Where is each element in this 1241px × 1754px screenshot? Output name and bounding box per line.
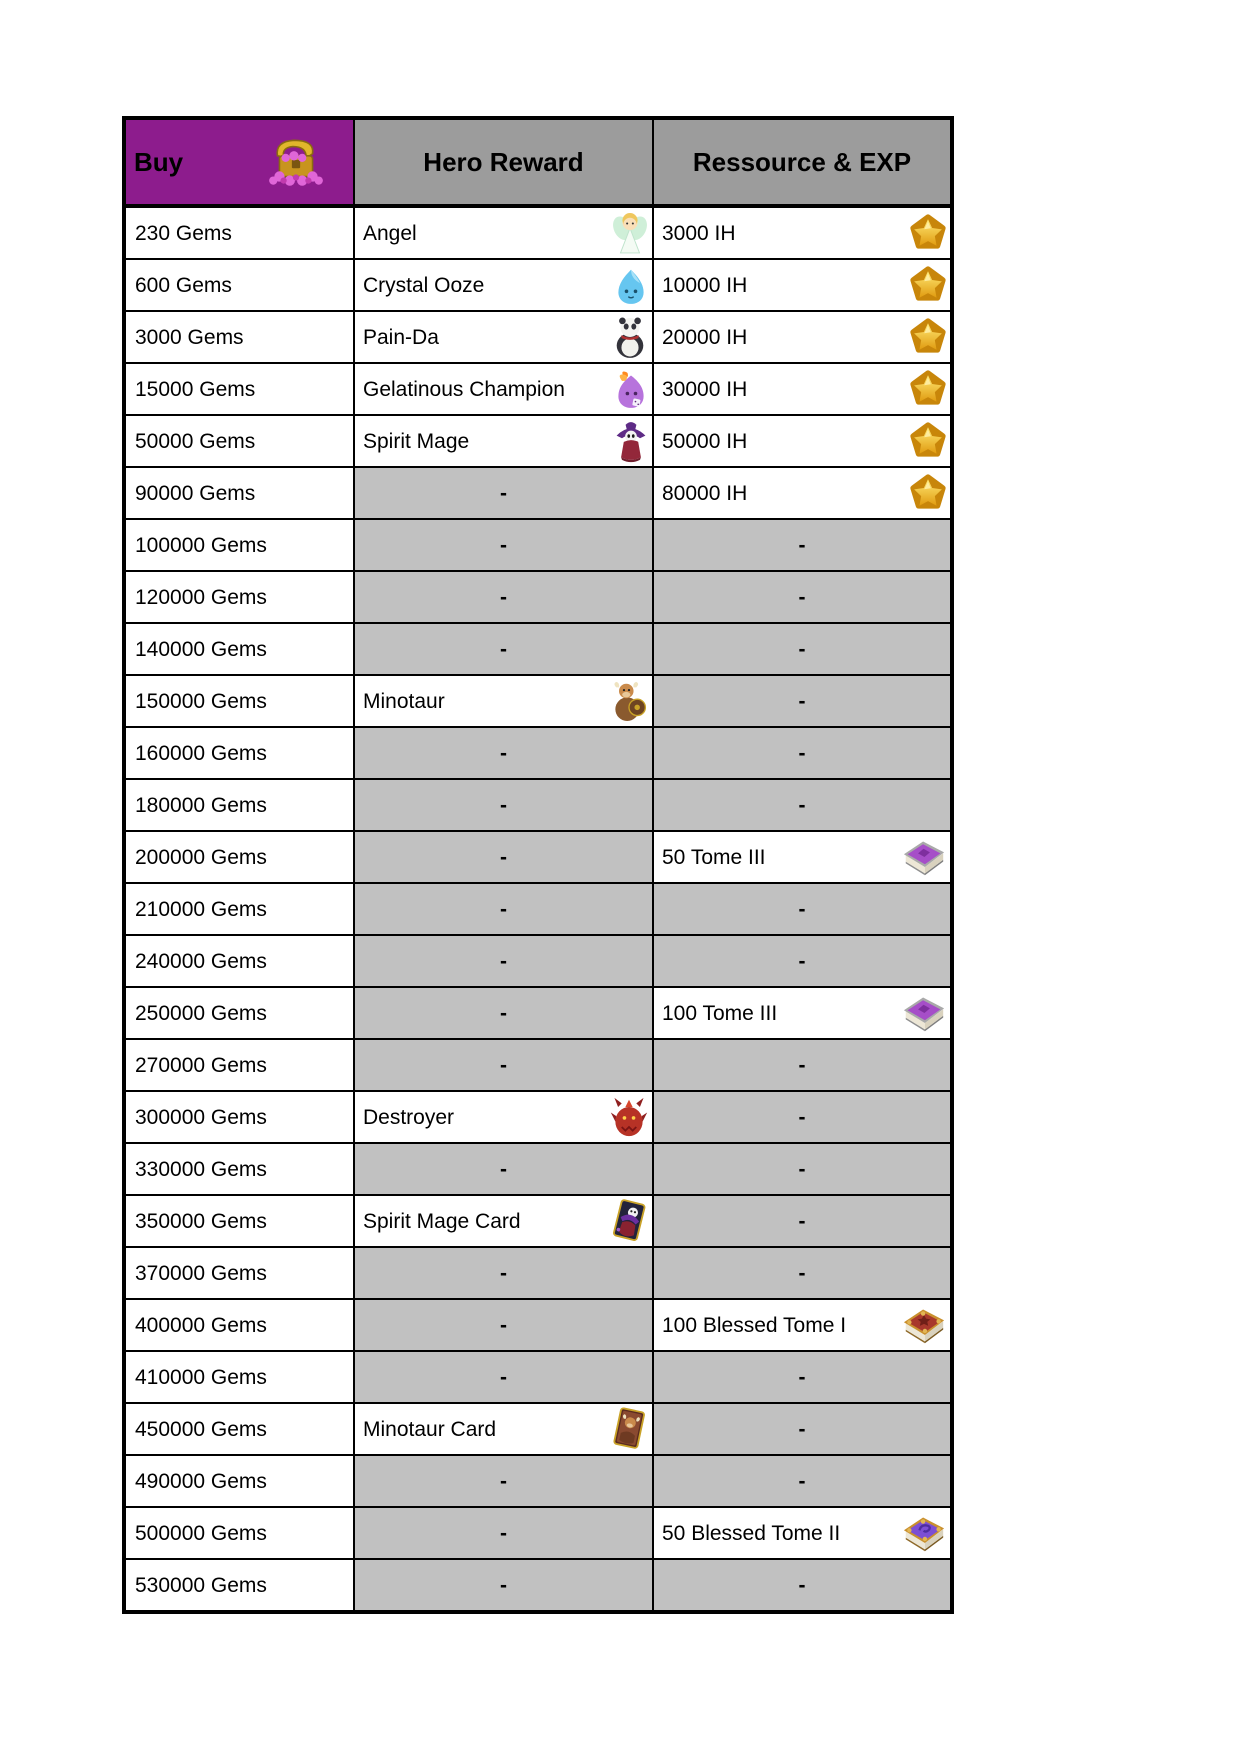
hero-reward-empty-cell: - <box>355 572 652 622</box>
resource-exp-label: 50 Blessed Tome II <box>662 1521 841 1545</box>
hero-reward-cell <box>355 260 652 310</box>
buy-cell <box>126 1248 353 1298</box>
spirit-mage-icon <box>613 419 649 463</box>
hero-reward-label: Minotaur Card <box>363 1417 497 1441</box>
buy-label: 210000 Gems <box>135 897 267 921</box>
hero-reward-cell <box>355 1196 652 1246</box>
buy-label: 90000 Gems <box>135 481 256 505</box>
buy-cell <box>126 624 353 674</box>
buy-label: 180000 Gems <box>135 793 267 817</box>
buy-label: 300000 Gems <box>135 1105 267 1129</box>
column-header-buy <box>126 120 353 206</box>
resource-exp-cell <box>654 832 950 882</box>
star-icon <box>909 266 947 304</box>
resource-exp-empty-cell: - <box>654 1092 950 1142</box>
hero-reward-label: Destroyer <box>363 1105 455 1129</box>
buy-cell <box>126 364 353 414</box>
resource-exp-cell <box>654 260 950 310</box>
buy-label: 400000 Gems <box>135 1313 267 1337</box>
pain-da-icon <box>611 315 649 359</box>
resource-exp-empty-cell: - <box>654 1248 950 1298</box>
buy-label: 490000 Gems <box>135 1469 267 1493</box>
resource-exp-empty-cell: - <box>654 1040 950 1090</box>
star-icon <box>909 422 947 460</box>
resource-exp-empty-cell: - <box>654 1196 950 1246</box>
destroyer-icon <box>609 1095 649 1139</box>
hero-reward-cell <box>355 1092 652 1142</box>
buy-cell <box>126 780 353 830</box>
hero-reward-empty-cell: - <box>355 1508 652 1558</box>
resource-exp-empty-cell: - <box>654 624 950 674</box>
resource-exp-cell <box>654 1300 950 1350</box>
hero-reward-label: Spirit Mage <box>363 429 470 453</box>
buy-label: 350000 Gems <box>135 1209 267 1233</box>
reward-table <box>122 116 954 1614</box>
hero-reward-label: Pain-Da <box>363 325 439 349</box>
buy-cell <box>126 260 353 310</box>
star-icon <box>909 474 947 512</box>
hero-reward-empty-cell: - <box>355 1248 652 1298</box>
hero-reward-cell <box>355 416 652 466</box>
column-header-ressource-exp <box>654 120 950 206</box>
resource-exp-empty-cell: - <box>654 780 950 830</box>
buy-label: 160000 Gems <box>135 741 267 765</box>
buy-label: 450000 Gems <box>135 1417 267 1441</box>
hero-reward-label: Crystal Ooze <box>363 273 485 297</box>
buy-label: 250000 Gems <box>135 1001 267 1025</box>
buy-label: 150000 Gems <box>135 689 267 713</box>
hero-reward-cell <box>355 208 652 258</box>
resource-exp-cell <box>654 364 950 414</box>
buy-cell <box>126 676 353 726</box>
hero-reward-empty-cell: - <box>355 936 652 986</box>
resource-exp-cell <box>654 468 950 518</box>
minotaur-icon <box>609 679 649 723</box>
column-header-hero-reward <box>355 120 652 206</box>
buy-cell <box>126 208 353 258</box>
resource-exp-label: 100 Blessed Tome I <box>662 1313 847 1337</box>
resource-exp-label: 80000 IH <box>662 481 748 505</box>
resource-exp-label: 50 Tome III <box>662 845 766 869</box>
gelatinous-champion-icon <box>613 368 649 410</box>
star-icon <box>909 318 947 356</box>
resource-exp-cell <box>654 416 950 466</box>
buy-cell <box>126 520 353 570</box>
hero-reward-empty-cell: - <box>355 1456 652 1506</box>
crystal-ooze-icon <box>613 264 649 306</box>
tome-iii-icon <box>901 992 947 1034</box>
buy-cell <box>126 1300 353 1350</box>
buy-label: 410000 Gems <box>135 1365 267 1389</box>
hero-reward-cell <box>355 312 652 362</box>
resource-exp-empty-cell: - <box>654 728 950 778</box>
buy-cell <box>126 468 353 518</box>
hero-reward-empty-cell: - <box>355 988 652 1038</box>
resource-exp-empty-cell: - <box>654 1560 950 1610</box>
buy-cell <box>126 1092 353 1142</box>
buy-cell <box>126 1144 353 1194</box>
resource-exp-empty-cell: - <box>654 520 950 570</box>
resource-exp-cell <box>654 312 950 362</box>
gem-chest-icon <box>265 135 327 189</box>
spirit-mage-card-icon <box>609 1199 649 1243</box>
buy-cell <box>126 572 353 622</box>
buy-label: 270000 Gems <box>135 1053 267 1077</box>
blessed-tome-i-icon <box>901 1304 947 1346</box>
buy-label: 370000 Gems <box>135 1261 267 1285</box>
hero-reward-empty-cell: - <box>355 1040 652 1090</box>
buy-label: 140000 Gems <box>135 637 267 661</box>
hero-reward-empty-cell: - <box>355 1560 652 1610</box>
buy-label: 100000 Gems <box>135 533 267 557</box>
hero-reward-empty-cell: - <box>355 468 652 518</box>
minotaur-card-icon <box>609 1407 649 1451</box>
resource-exp-cell <box>654 988 950 1038</box>
resource-exp-empty-cell: - <box>654 1404 950 1454</box>
resource-exp-cell <box>654 1508 950 1558</box>
buy-label: 15000 Gems <box>135 377 256 401</box>
resource-exp-cell <box>654 208 950 258</box>
star-icon <box>909 214 947 252</box>
hero-reward-cell <box>355 1404 652 1454</box>
buy-cell <box>126 1456 353 1506</box>
buy-label: 330000 Gems <box>135 1157 267 1181</box>
resource-exp-label: 10000 IH <box>662 273 748 297</box>
buy-cell <box>126 1508 353 1558</box>
buy-cell <box>126 312 353 362</box>
resource-exp-label: 100 Tome III <box>662 1001 778 1025</box>
hero-reward-label: Spirit Mage Card <box>363 1209 521 1233</box>
resource-exp-label: 30000 IH <box>662 377 748 401</box>
resource-exp-empty-cell: - <box>654 884 950 934</box>
hero-reward-label: Angel <box>363 221 417 245</box>
tome-iii-icon <box>901 836 947 878</box>
hero-reward-empty-cell: - <box>355 728 652 778</box>
hero-reward-empty-cell: - <box>355 1144 652 1194</box>
buy-label: 600 Gems <box>135 273 232 297</box>
buy-cell <box>126 1560 353 1610</box>
column-header-buy-label: Buy <box>134 147 184 177</box>
buy-cell <box>126 728 353 778</box>
hero-reward-label: Gelatinous Champion <box>363 377 565 401</box>
hero-reward-empty-cell: - <box>355 520 652 570</box>
hero-reward-empty-cell: - <box>355 780 652 830</box>
blessed-tome-ii-icon <box>901 1512 947 1554</box>
resource-exp-empty-cell: - <box>654 1352 950 1402</box>
buy-label: 530000 Gems <box>135 1573 267 1597</box>
buy-label: 200000 Gems <box>135 845 267 869</box>
hero-reward-empty-cell: - <box>355 1300 652 1350</box>
angel-icon <box>611 211 649 255</box>
hero-reward-label: Minotaur <box>363 689 445 713</box>
resource-exp-empty-cell: - <box>654 572 950 622</box>
hero-reward-empty-cell: - <box>355 832 652 882</box>
buy-cell <box>126 988 353 1038</box>
buy-cell <box>126 832 353 882</box>
resource-exp-label: 20000 IH <box>662 325 748 349</box>
resource-exp-empty-cell: - <box>654 1456 950 1506</box>
buy-cell <box>126 884 353 934</box>
buy-cell <box>126 1404 353 1454</box>
buy-cell <box>126 1196 353 1246</box>
buy-cell <box>126 1352 353 1402</box>
hero-reward-cell <box>355 676 652 726</box>
buy-label: 500000 Gems <box>135 1521 267 1545</box>
buy-label: 230 Gems <box>135 221 232 245</box>
resource-exp-empty-cell: - <box>654 936 950 986</box>
hero-reward-empty-cell: - <box>355 624 652 674</box>
resource-exp-label: 50000 IH <box>662 429 748 453</box>
buy-cell <box>126 936 353 986</box>
buy-label: 240000 Gems <box>135 949 267 973</box>
buy-label: 120000 Gems <box>135 585 267 609</box>
column-header-ressource-exp-label: Ressource & EXP <box>692 147 912 177</box>
star-icon <box>909 370 947 408</box>
buy-label: 50000 Gems <box>135 429 256 453</box>
buy-label: 3000 Gems <box>135 325 244 349</box>
buy-cell <box>126 416 353 466</box>
hero-reward-empty-cell: - <box>355 1352 652 1402</box>
buy-cell <box>126 1040 353 1090</box>
resource-exp-empty-cell: - <box>654 676 950 726</box>
hero-reward-cell <box>355 364 652 414</box>
resource-exp-empty-cell: - <box>654 1144 950 1194</box>
resource-exp-label: 3000 IH <box>662 221 736 245</box>
hero-reward-empty-cell: - <box>355 884 652 934</box>
column-header-hero-reward-label: Hero Reward <box>423 147 584 177</box>
